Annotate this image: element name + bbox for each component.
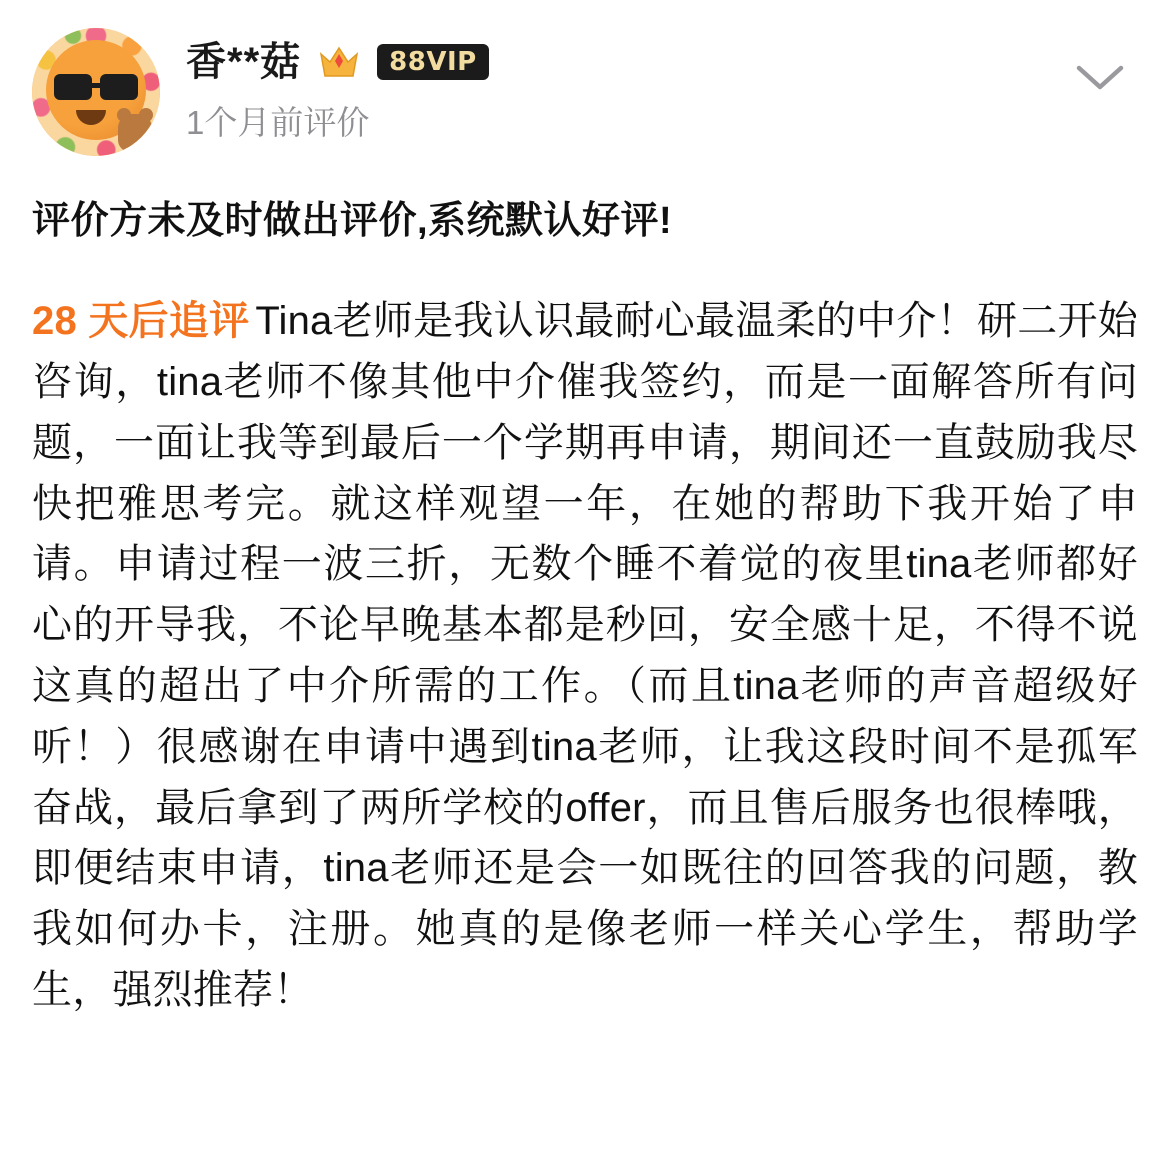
user-info bbox=[186, 28, 1138, 139]
crown-icon bbox=[317, 42, 361, 82]
vip-badge: 88VIP bbox=[377, 44, 489, 80]
review-header bbox=[32, 28, 1138, 168]
review-time: 1个月前评价 bbox=[186, 104, 370, 141]
user-name: 香**菇 bbox=[186, 40, 302, 84]
append-review-label: 28 天后追评 bbox=[32, 299, 250, 344]
append-review-block bbox=[32, 291, 1138, 1021]
collapse-toggle-button[interactable] bbox=[1068, 56, 1132, 104]
append-review-text: Tina老师是我认识最耐心最温柔的中介！研二开始咨询，tina老师不像其他中介催我签约，而是一面解答所有问题，一面让我等到最后一个学期再申请，期间还一直鼓励我尽快把雅思考完。就这样观望一年，在她的帮助下我开始了申请。申请过程一波三折，无数个睡不着觉的夜里tina老师都好心的开导我，不论早晚基本都是秒回，安全感十足，不得不说这真的超出了中介所需的工作。（而且tina老师的声音超级好听！）很感谢在申请中遇到tina老师，让我这段时间不是孤军奋战，最后拿到了两所学校的offer，而且售后服务也很棒哦，即便结束申请，tina老师还是会一如既往的回答我的问题，教我如何办卡，注册。她真的是像老师一样关心学生，帮助学生，强烈推荐！ bbox=[32, 299, 1138, 1013]
user-name-row bbox=[186, 34, 1138, 90]
review-lead-text: 评价方未及时做出评价,系统默认好评! bbox=[32, 200, 673, 242]
chevron-down-icon bbox=[1074, 62, 1126, 99]
avatar[interactable] bbox=[32, 28, 160, 156]
sunglasses-icon bbox=[52, 74, 140, 100]
teddy-bear-icon bbox=[118, 114, 152, 152]
